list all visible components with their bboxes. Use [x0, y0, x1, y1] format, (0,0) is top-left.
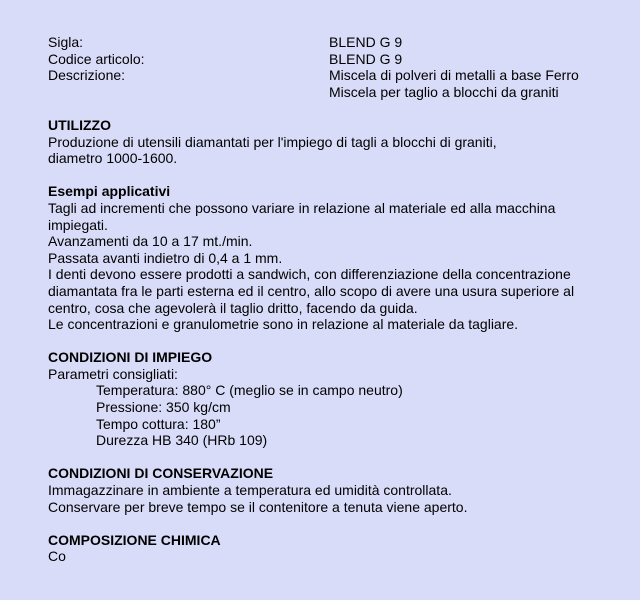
esempi-line: Passata avanti indietro di 0,4 a 1 mm.: [48, 249, 283, 266]
esempi-line: Le concentrazioni e granulometrie sono in relazione al materiale da tagliare.: [48, 316, 519, 333]
utilizzo-line: Produzione di utensili diamantati per l'impiego di tagli a blocchi di graniti,: [48, 133, 497, 150]
esempi-line: Tagli ad incrementi che possono variare in relazione al materiale ed alla macchina: [48, 199, 556, 216]
codice-row: [48, 51, 640, 68]
conservazione-line: Conservare per breve tempo se il contenitore a tenuta viene aperto.: [48, 498, 468, 515]
sigla-label: Sigla:: [48, 34, 84, 50]
utilizzo-heading: UTILIZZO: [48, 116, 111, 133]
conservazione-line: Immagazzinare in ambiente a temperatura ed umidità controllata.: [48, 482, 452, 499]
sigla-value: BLEND G 9: [329, 34, 403, 50]
impiego-param: Temperatura: 880° C (meglio se in campo neutro): [96, 382, 403, 399]
esempi-heading: Esempi applicativi: [48, 183, 171, 200]
impiego-param: Pressione: 350 kg/cm: [96, 399, 231, 416]
impiego-heading: CONDIZIONI DI IMPIEGO: [48, 349, 213, 366]
esempi-line: centro, cosa che agevolerà il taglio dritto, facendo da guida.: [48, 299, 418, 316]
descrizione-label: Descrizione:: [48, 67, 126, 84]
utilizzo-line: diametro 1000-1600.: [48, 150, 178, 167]
esempi-line: I denti devono essere prodotti a sandwich, con differenziazione della concentrazione: [48, 266, 571, 283]
codice-label: Codice articolo:: [48, 50, 145, 67]
descrizione-row: [48, 67, 640, 84]
codice-value: BLEND G 9: [329, 50, 403, 67]
impiego-param: Tempo cottura: 180”: [96, 415, 221, 432]
composizione-heading: COMPOSIZIONE CHIMICA: [48, 531, 221, 548]
esempi-line: diamantata fra le parti esterna ed il centro, allo scopo di avere una usura superiore al: [48, 282, 575, 299]
impiego-param: Durezza HB 340 (HRb 109): [96, 432, 268, 449]
composizione-value: Co: [48, 548, 66, 565]
descrizione-line: Miscela per taglio a blocchi da graniti: [329, 83, 559, 100]
esempi-line: Avanzamenti da 10 a 17 mt./min.: [48, 233, 253, 250]
sigla-row: [48, 34, 640, 51]
conservazione-heading: CONDIZIONI DI CONSERVAZIONE: [48, 465, 274, 482]
impiego-intro: Parametri consigliati:: [48, 365, 178, 382]
descrizione-row-2: [48, 84, 640, 101]
descrizione-line: Miscela di polveri di metalli a base Ferro: [329, 67, 579, 84]
esempi-line: impiegati.: [48, 216, 108, 233]
